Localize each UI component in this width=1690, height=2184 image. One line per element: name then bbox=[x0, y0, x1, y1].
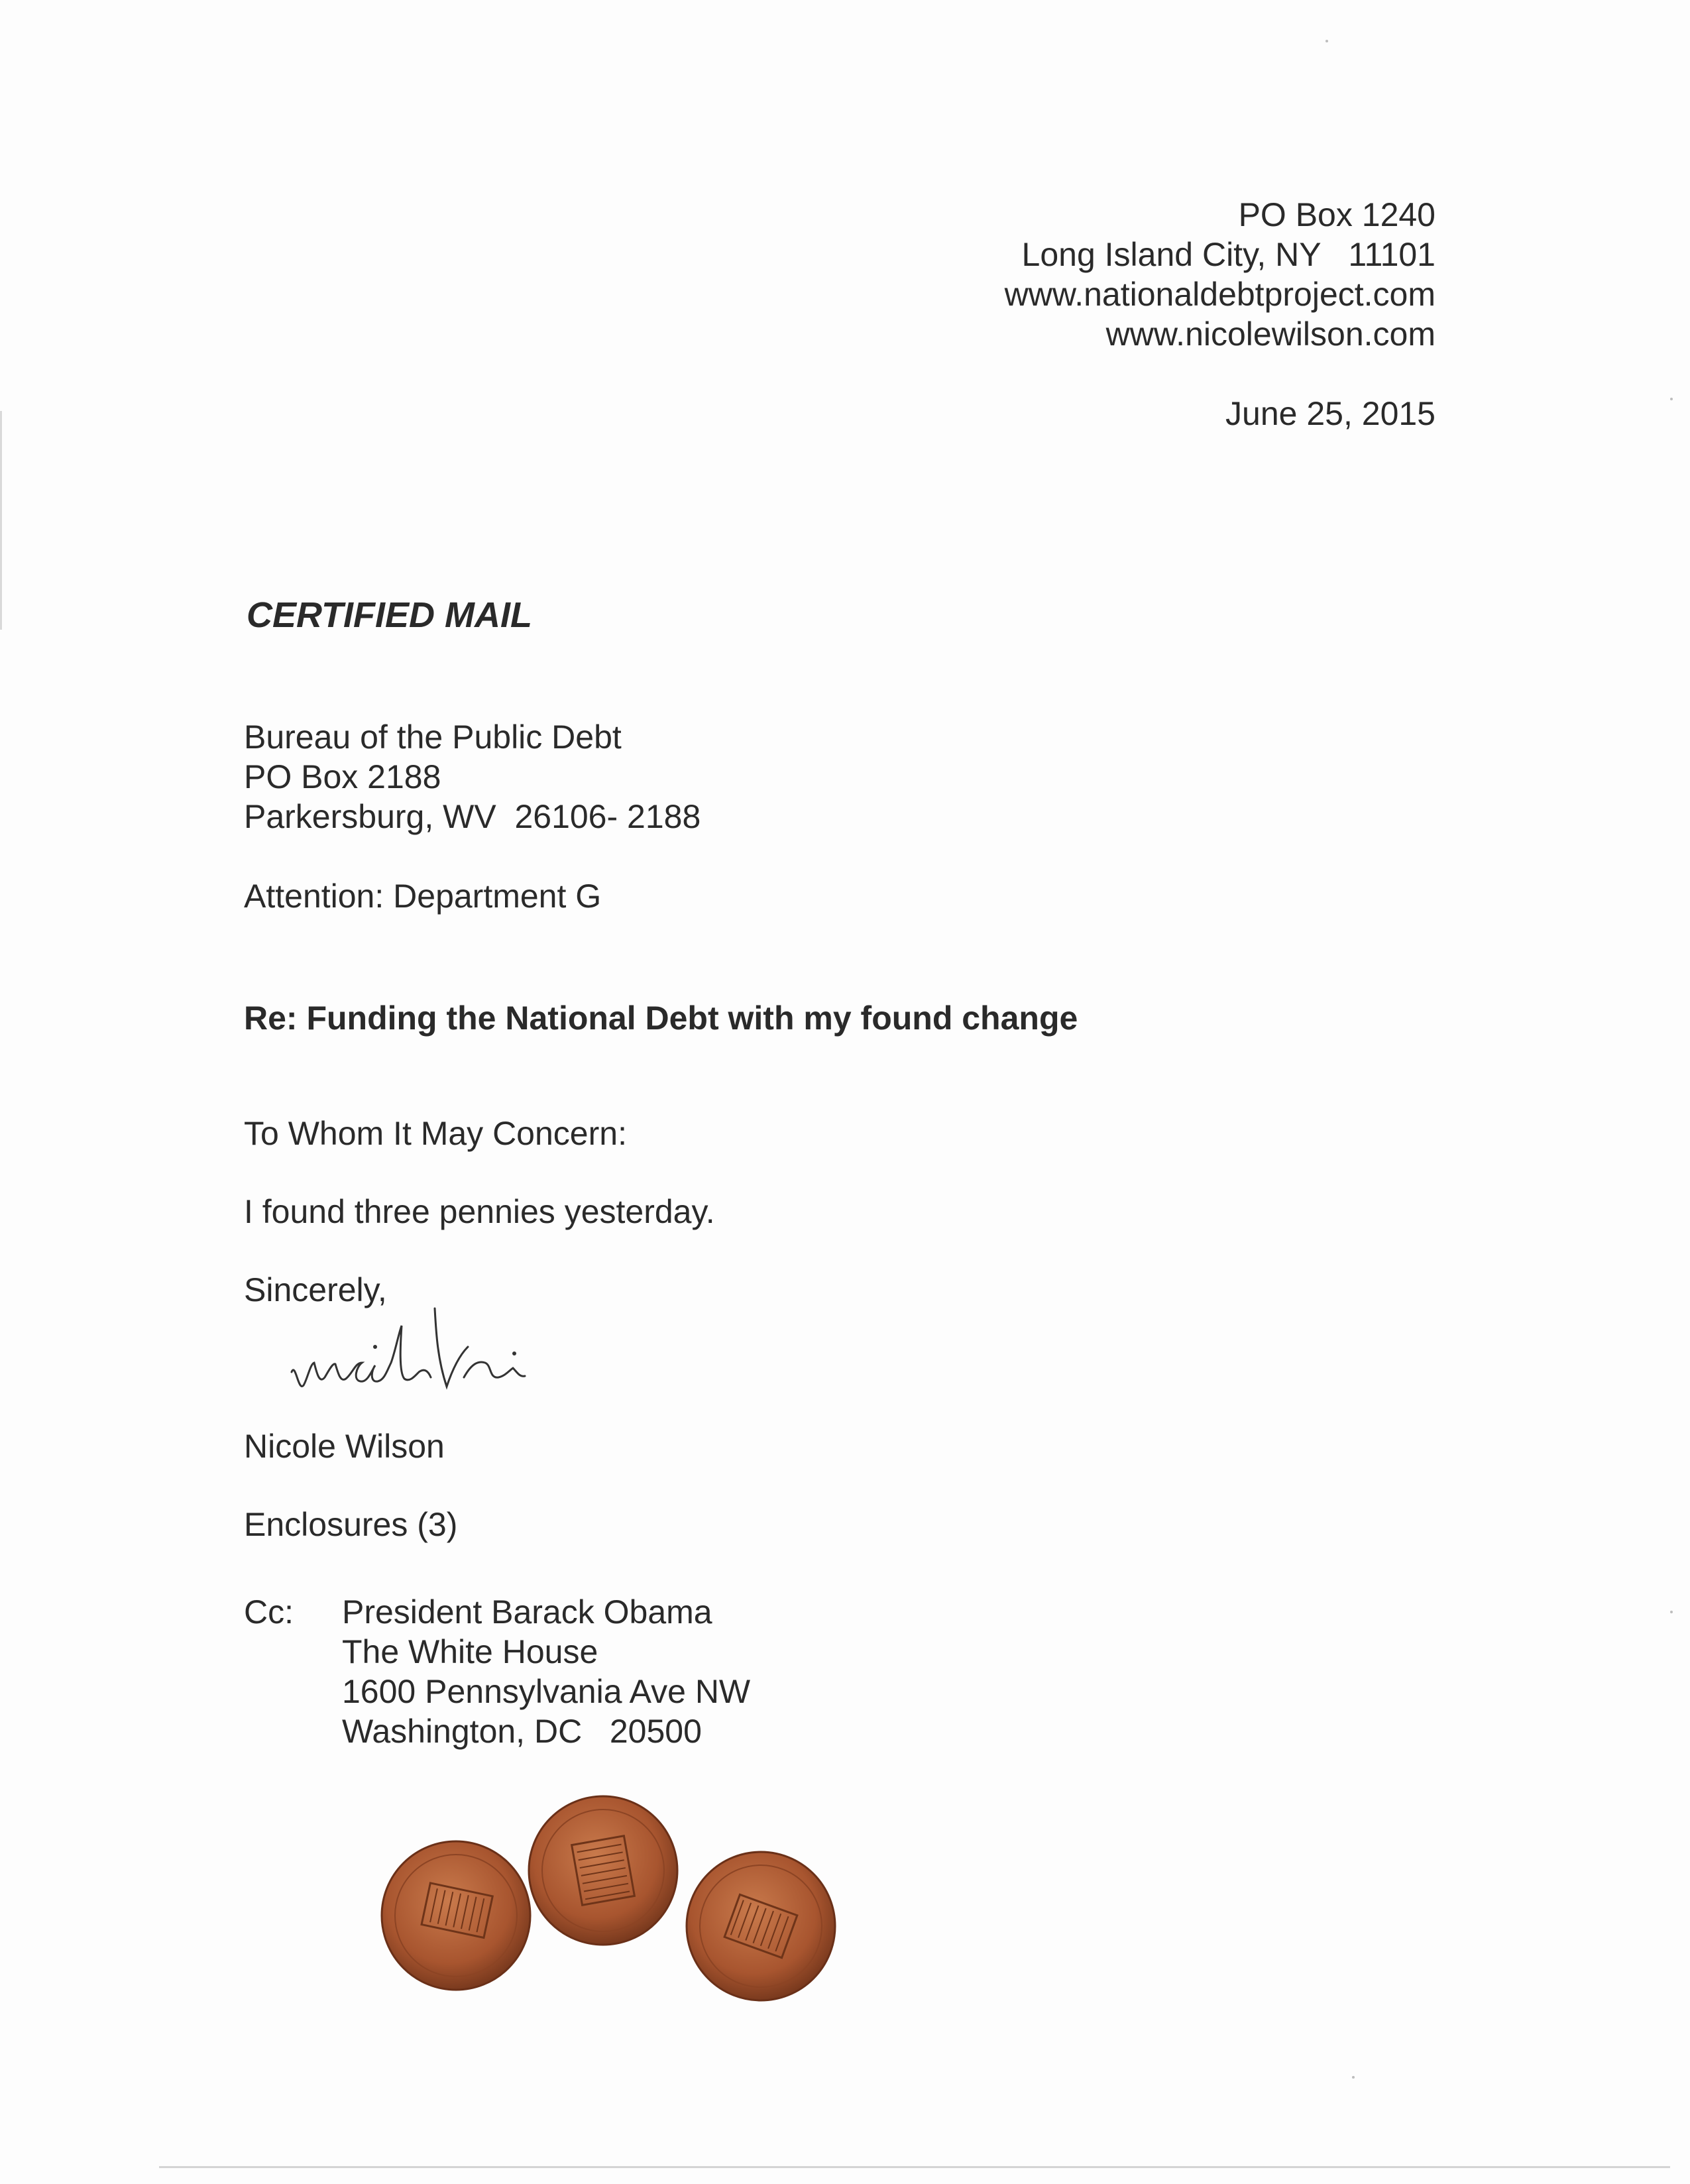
cc-name: President Barack Obama bbox=[342, 1593, 712, 1631]
recipient-address bbox=[244, 717, 701, 836]
signer-name: Nicole Wilson bbox=[244, 1428, 445, 1465]
enclosures-line: Enclosures (3) bbox=[244, 1506, 458, 1543]
penny-3 bbox=[687, 1852, 835, 2000]
scan-edge-mark bbox=[0, 411, 2, 630]
cc-line-4: Washington, DC 20500 bbox=[342, 1713, 702, 1750]
sender-website-1: www.nationaldebtproject.com bbox=[1004, 276, 1436, 313]
sender-city-line: Long Island City, NY 11101 bbox=[1021, 236, 1436, 273]
cc-line-3: 1600 Pennsylvania Ave NW bbox=[342, 1673, 751, 1710]
sender-website-2: www.nicolewilson.com bbox=[1105, 316, 1436, 353]
sender-po-box: PO Box 1240 bbox=[1238, 196, 1436, 233]
cc-address bbox=[342, 1592, 750, 1751]
enclosed-pennies-image bbox=[371, 1790, 848, 2008]
signature-image bbox=[278, 1299, 649, 1412]
letter-date: June 25, 2015 bbox=[1225, 395, 1436, 432]
salutation: To Whom It May Concern: bbox=[244, 1115, 627, 1152]
penny-1 bbox=[382, 1841, 530, 1990]
scan-bottom-line bbox=[159, 2166, 1670, 2168]
delivery-method: CERTIFIED MAIL bbox=[247, 595, 532, 635]
cc-line-2: The White House bbox=[342, 1633, 598, 1670]
recipient-name: Bureau of the Public Debt bbox=[244, 718, 622, 756]
attention-line: Attention: Department G bbox=[244, 878, 602, 915]
recipient-city-line: Parkersburg, WV 26106- 2188 bbox=[244, 798, 701, 835]
closing: Sincerely, bbox=[244, 1271, 387, 1308]
recipient-po-box: PO Box 2188 bbox=[244, 758, 441, 795]
subject-line: Re: Funding the National Debt with my found change bbox=[244, 1000, 1078, 1037]
sender-address bbox=[1005, 195, 1436, 354]
cc-label: Cc: bbox=[244, 1593, 294, 1631]
scan-speck bbox=[1352, 2076, 1355, 2079]
scan-speck bbox=[1670, 398, 1673, 400]
letter-body: I found three pennies yesterday. bbox=[244, 1193, 715, 1230]
scan-speck bbox=[1670, 1611, 1673, 1613]
scan-speck bbox=[1325, 40, 1328, 42]
penny-2 bbox=[529, 1796, 677, 1945]
